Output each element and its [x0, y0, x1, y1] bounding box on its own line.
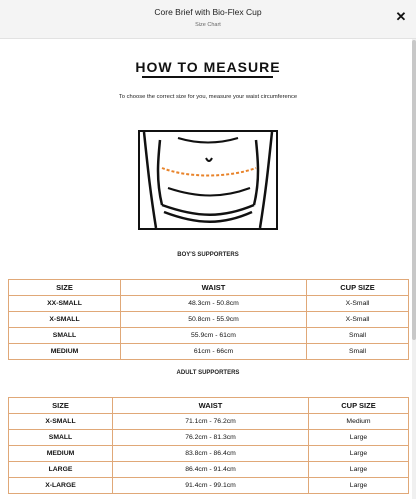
table-row [9, 296, 409, 312]
size-cell: X-SMALL [9, 414, 113, 430]
close-button[interactable] [393, 9, 409, 25]
waist-cell: 50.8cm - 55.9cm [121, 312, 307, 328]
intro-text: To choose the correct size for you, measure your waist circumference [118, 94, 298, 100]
boys-section-label: BOY'S SUPPORTERS [177, 252, 239, 258]
adults-section-label: ADULT SUPPORTERS [176, 370, 240, 376]
modal-subtitle: Size Chart [195, 22, 221, 28]
cup-size-cell: Small [307, 328, 409, 344]
modal-title: Core Brief with Bio-Flex Cup [154, 7, 262, 17]
waist-cell: 71.1cm - 76.2cm [113, 414, 309, 430]
boys-size-table [8, 279, 409, 360]
table-row [9, 478, 409, 494]
cup-size-cell: X-Small [307, 296, 409, 312]
size-cell: SMALL [9, 430, 113, 446]
size-cell: XX-SMALL [9, 296, 121, 312]
size-cell: X-SMALL [9, 312, 121, 328]
scrollbar-thumb[interactable] [412, 40, 416, 340]
table-row [9, 344, 409, 360]
column-header: CUP SIZE [309, 398, 409, 414]
cup-size-cell: Medium [309, 414, 409, 430]
waist-cell: 55.9cm - 61cm [121, 328, 307, 344]
table-header-row [9, 280, 409, 296]
cup-size-cell: Large [309, 430, 409, 446]
heading-underline [142, 76, 273, 78]
table-row [9, 446, 409, 462]
cup-size-cell: Small [307, 344, 409, 360]
waist-cell: 76.2cm - 81.3cm [113, 430, 309, 446]
waist-cell: 61cm - 66cm [121, 344, 307, 360]
column-header: SIZE [9, 398, 113, 414]
cup-size-cell: Large [309, 478, 409, 494]
column-header: WAIST [113, 398, 309, 414]
modal-header [0, 0, 416, 39]
table-row [9, 312, 409, 328]
page-heading: HOW TO MEASURE [135, 59, 281, 75]
waist-cell: 86.4cm - 91.4cm [113, 462, 309, 478]
waist-cell: 83.8cm - 86.4cm [113, 446, 309, 462]
size-cell: SMALL [9, 328, 121, 344]
table-header-row [9, 398, 409, 414]
column-header: WAIST [121, 280, 307, 296]
close-icon: ✕ [395, 9, 407, 24]
waist-measure-illustration [138, 130, 278, 230]
cup-size-cell: Large [309, 446, 409, 462]
cup-size-cell: X-Small [307, 312, 409, 328]
adults-size-table [8, 397, 409, 494]
size-cell: X-LARGE [9, 478, 113, 494]
table-row [9, 414, 409, 430]
size-cell: MEDIUM [9, 344, 121, 360]
waist-cell: 91.4cm - 99.1cm [113, 478, 309, 494]
table-row [9, 328, 409, 344]
column-header: SIZE [9, 280, 121, 296]
waist-cell: 48.3cm - 50.8cm [121, 296, 307, 312]
table-row [9, 430, 409, 446]
size-cell: LARGE [9, 462, 113, 478]
cup-size-cell: Large [309, 462, 409, 478]
table-row [9, 462, 409, 478]
size-cell: MEDIUM [9, 446, 113, 462]
column-header: CUP SIZE [307, 280, 409, 296]
